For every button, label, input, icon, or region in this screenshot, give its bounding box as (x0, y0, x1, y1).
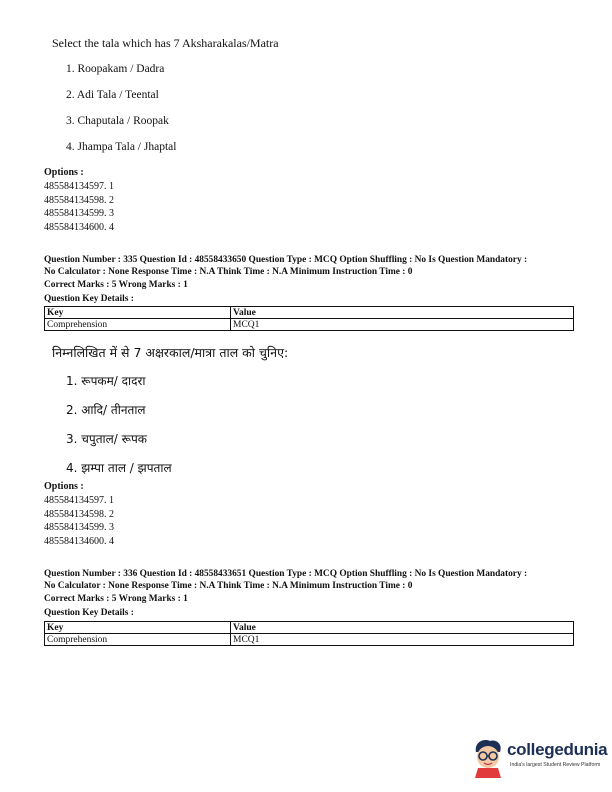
choice-item: 3. Chaputala / Roopak (66, 115, 169, 127)
meta-line: Question Number : 336 Question Id : 48558433651 Question Type : MCQ Option Shuffling : No Is Question Mandatory : (44, 569, 528, 579)
value-cell: MCQ1 (231, 319, 574, 331)
choice-item: 3. चपुताल/ रूपक (66, 432, 147, 446)
logo-wordmark: collegedunia (507, 740, 608, 759)
option-id: 485584134598. 2 (44, 194, 114, 206)
key-header: Key (45, 622, 231, 634)
value-header: Value (231, 622, 574, 634)
choice-item: 4. Jhampa Tala / Jhaptal (66, 141, 177, 153)
option-id: 485584134597. 1 (44, 181, 114, 192)
choice-item: 1. रूपकम/ दादरा (66, 374, 146, 388)
options-list (44, 180, 114, 234)
marks-line: Correct Marks : 5 Wrong Marks : 1 (44, 280, 188, 290)
logo-tagline: India's largest Student Review Platform (510, 762, 601, 768)
choice-item: 4. झम्पा ताल / झपताल (66, 461, 172, 475)
option-id: 485584134600. 4 (44, 221, 114, 233)
question-meta (44, 255, 527, 278)
key-details-heading: Question Key Details : (44, 608, 134, 618)
options-heading: Options : (44, 481, 84, 492)
key-details-heading: Question Key Details : (44, 294, 134, 304)
key-cell: Comprehension (45, 634, 231, 646)
key-cell: Comprehension (45, 319, 231, 331)
option-id: 485584134599. 3 (44, 522, 114, 533)
options-list (44, 494, 114, 548)
meta-line: Question Number : 335 Question Id : 48558433650 Question Type : MCQ Option Shuffling : No Is Question Mandatory : (44, 255, 528, 265)
key-details-table (44, 306, 574, 331)
meta-line: No Calculator : None Response Time : N.A Think Time : N.A Minimum Instruction Time : 0 (44, 266, 413, 277)
key-details-table (44, 621, 574, 646)
options-heading: Options : (44, 167, 84, 178)
question-text: Select the tala which has 7 Aksharakalas/Matra (52, 36, 279, 50)
option-id: 485584134598. 2 (44, 508, 114, 520)
option-id: 485584134600. 4 (44, 535, 114, 547)
question-meta (44, 569, 527, 592)
value-cell: MCQ1 (231, 634, 574, 646)
marks-line: Correct Marks : 5 Wrong Marks : 1 (44, 594, 188, 604)
choice-item: 2. आदि/ तीनताल (66, 403, 146, 417)
choice-item: 1. Roopakam / Dadra (66, 63, 165, 75)
option-id: 485584134597. 1 (44, 495, 114, 506)
question-text-hindi: निम्नलिखित में से 7 अक्षरकाल/मात्रा ताल को चुनिए: (52, 345, 289, 360)
choice-item: 2. Adi Tala / Teental (66, 89, 159, 101)
meta-line: No Calculator : None Response Time : N.A Think Time : N.A Minimum Instruction Time : 0 (44, 580, 413, 591)
collegedunia-logo (470, 738, 608, 778)
key-header: Key (45, 307, 231, 319)
value-header: Value (231, 307, 574, 319)
option-id: 485584134599. 3 (44, 208, 114, 219)
choice-list (66, 63, 366, 163)
choice-list-hindi (66, 372, 366, 475)
mascot-icon (470, 738, 506, 778)
